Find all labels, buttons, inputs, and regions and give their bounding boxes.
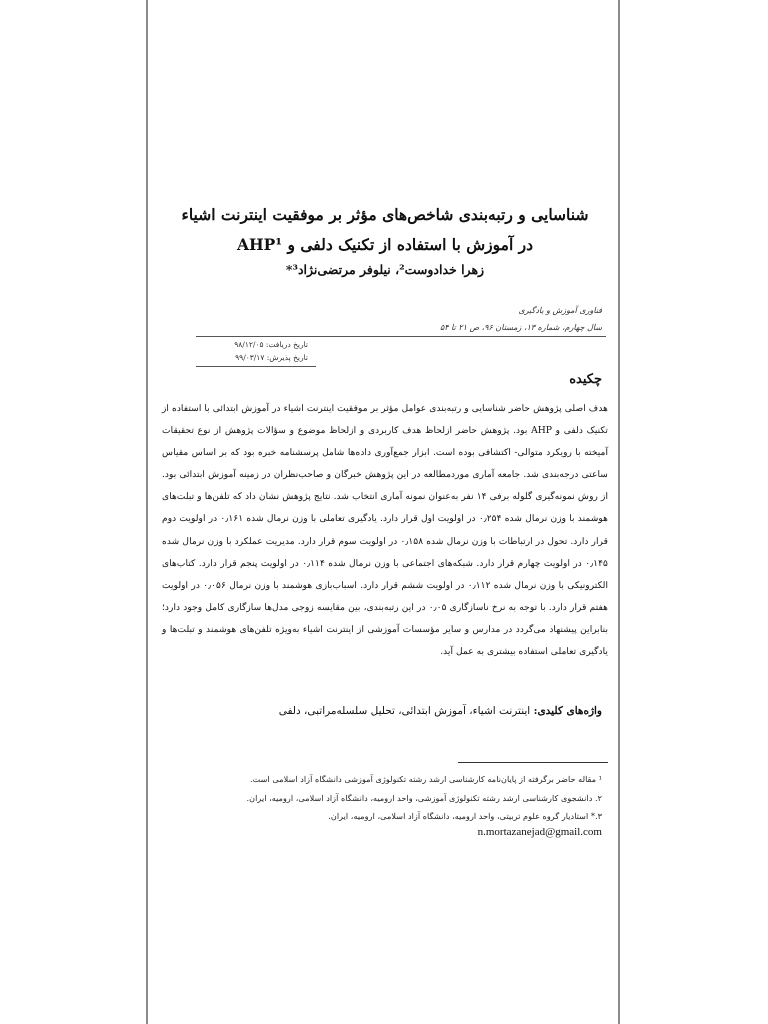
title-line-2: در آموزش با استفاده از تکنیک دلفی و AHP¹ — [236, 235, 534, 254]
journal-name: فناوری آموزش و یادگیری — [518, 306, 602, 315]
date-block — [198, 338, 308, 364]
keywords-label: واژه‌های کلیدی: — [533, 705, 602, 717]
footnote-divider — [458, 762, 608, 763]
corresponding-email[interactable]: n.mortazanejad@gmail.com — [477, 826, 602, 838]
footnote-3: ۳.* استادیار گروه علوم تربیتی، واحد ارومیه، دانشگاه آزاد اسلامی، ارومیه، ایران. — [328, 811, 602, 821]
document-page — [146, 0, 620, 1024]
received-date: تاریخ دریافت: ۹۸/۱۲/۰۵ — [234, 340, 308, 349]
abstract-body: هدف اصلی پژوهش حاضر شناسایی و رتبه‌بندی عوامل مؤثر بر موفقیت اینترنت اشیاء در آموزش ابتدائی با استفاده از تکنیک دلفی و AHP بود. پژوهش حاضر ازلحاظ هدف کاربردی و ازلحاظ موضوع و سؤالات پژوهش از نوع تحقیقات آمیخته با رویکرد متوالی- اکتشافی بوده است. ابزار جمع‌آوری داده‌ها شامل پرسشنامه خبره بود که بر اساس مقیاس ساعتی درجه‌بندی شد. جامعه آماری موردمطالعه در این پژوهش خبرگان و صاحب‌نظران در زمینه آموزش ابتدائی بود. از روش نمونه‌گیری گلوله برفی ۱۴ نفر به‌عنوان نمونه آماری انتخاب شد. نتایج پژوهش نشان داد که تلفن‌ها و تبلت‌های هوشمند با وزن نرمال شده ۰٫۲۵۴ در اولویت اول قرار دارد. یادگیری تعاملی با وزن نرمال شده ۰٫۱۶۱ در اولویت دوم قرار دارد. تحول در ارتباطات با وزن نرمال شده ۰٫۱۵۸ در اولویت سوم قرار دارد. مدیریت عملکرد با وزن نرمال شده ۰٫۱۴۵ در اولویت چهارم قرار دارد. شبکه‌های اجتماعی با وزن نرمال شده ۰٫۱۱۴ در اولویت پنجم قرار دارد. کتاب‌های الکترونیکی با وزن نرمال شده ۰٫۱۱۲ در اولویت ششم قرار دارد. اسباب‌بازی هوشمند با وزن نرمال ۰٫۰۵۶ در اولویت هفتم قرار دارد. با توجه به نرخ ناسازگاری ۰٫۰۵ در این رتبه‌بندی، بین مقایسه زوجی مدل‌ها سازگاری کامل وجود دارد؛ بنابراین پیشنهاد می‌گردد در مدارس و سایر مؤسسات آموزشی از اینترنت اشیاء به‌ویژه تلفن‌های هوشمند و تبلت‌ها و یادگیری تعاملی استفاده بیشتری به عمل آید. — [162, 403, 609, 658]
abstract-heading: چکیده — [569, 372, 602, 387]
author-list: زهرا خدادوست²، نیلوفر مرتضی‌نژاد³* — [285, 262, 485, 277]
journal-issue: سال چهارم، شماره ۱۳، زمستان ۹۶، ص ۲۱ تا ۵۴ — [439, 323, 602, 332]
dates-divider — [196, 366, 316, 367]
footnote-2: ۲. دانشجوی کارشناسی ارشد رشته تکنولوژی آموزشی، واحد ارومیه، دانشگاه آزاد اسلامی، ارومیه، ایران. — [246, 792, 602, 803]
accepted-date: تاریخ پذیرش: ۹۹/۰۳/۱۷ — [235, 353, 308, 362]
keywords-line — [156, 705, 602, 717]
paper-title — [156, 200, 614, 260]
journal-info — [182, 302, 602, 336]
header-divider — [196, 336, 606, 337]
keywords-text: اینترنت اشیاء، آموزش ابتدائی، تحلیل سلسله‌مراتبی، دلفی — [278, 705, 531, 717]
footnotes — [156, 770, 602, 826]
title-line-1: شناسایی و رتبه‌بندی شاخص‌های مؤثر بر موفقیت اینترنت اشیاء — [181, 205, 589, 224]
footnote-1: ¹ مقاله حاضر برگرفته از پایان‌نامه کارشناسی ارشد رشته تکنولوژی آموزشی دانشگاه آزاد اسلامی است. — [250, 774, 602, 784]
